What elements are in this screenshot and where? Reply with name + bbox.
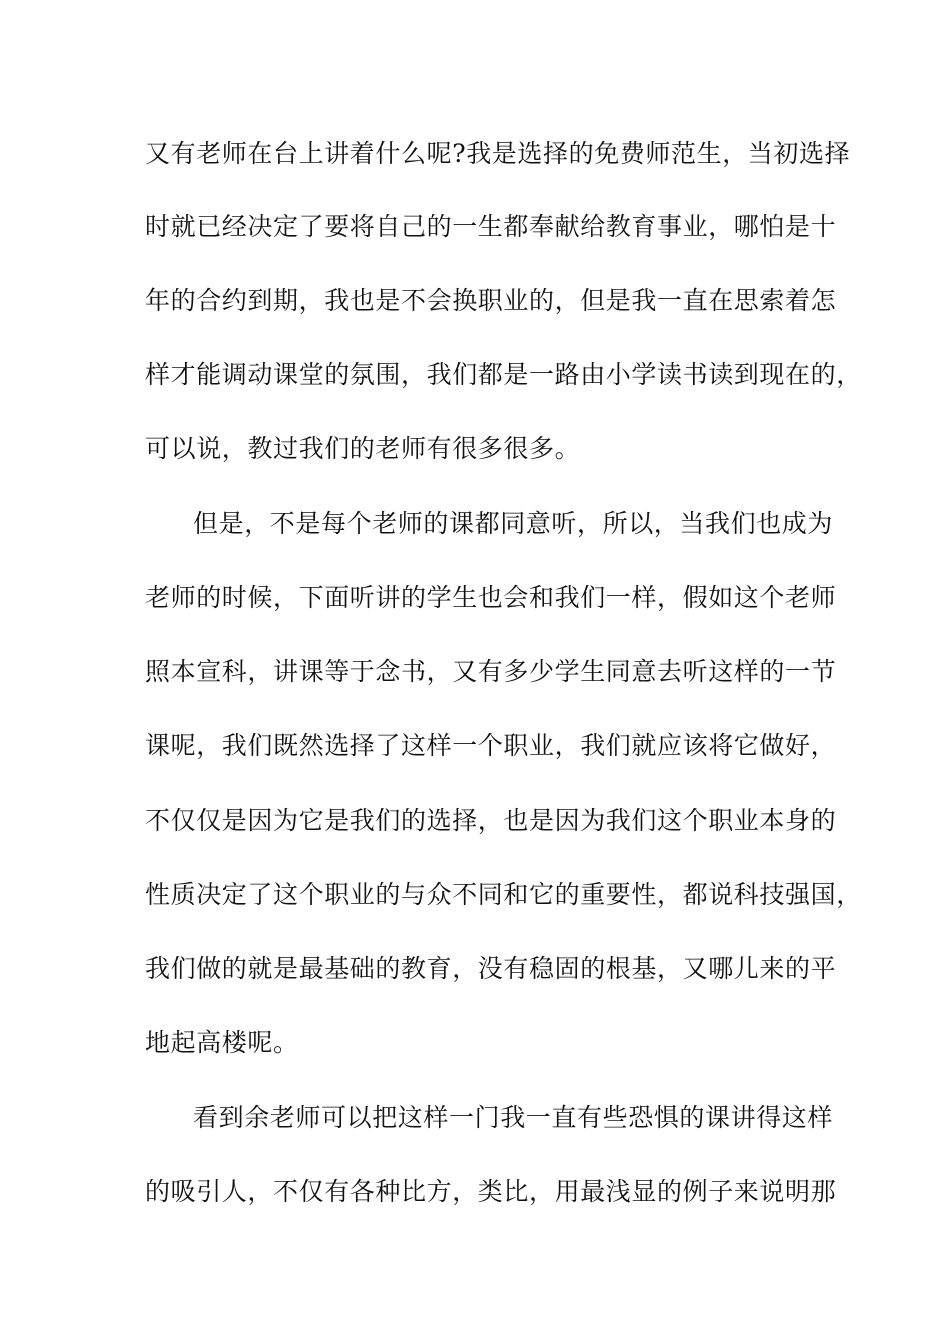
text-line: 的吸引人，不仅有各种比方，类比，用最浅显的例子来说明那 (145, 1177, 837, 1206)
text-line: 老师的时候，下面听讲的学生也会和我们一样，假如这个老师 (145, 583, 837, 612)
text-line: 地起高楼呢。 (145, 1028, 299, 1057)
text-line: 但是，不是每个老师的课都同意听，所以，当我们也成为 (193, 509, 834, 538)
text-line: 我们做的就是最基础的教育，没有稳固的根基，又哪儿来的平 (145, 954, 837, 983)
text-line: 样才能调动课堂的氛围，我们都是一路由小学读书读到现在的， (145, 360, 862, 389)
text-line: 又有老师在台上讲着什么呢?我是选择的免费师范生，当初选择 (145, 139, 851, 168)
text-line: 可以说，教过我们的老师有很多很多。 (145, 434, 581, 463)
text-line: 不仅仅是因为它是我们的选择，也是因为我们这个职业本身的 (145, 806, 837, 835)
text-line: 照本宣科，讲课等于念书，又有多少学生同意去听这样的一节 (145, 657, 837, 686)
text-line: 课呢，我们既然选择了这样一个职业，我们就应该将它做好， (145, 731, 837, 760)
text-line: 年的合约到期，我也是不会换职业的，但是我一直在思索着怎 (145, 286, 837, 315)
text-line: 看到余老师可以把这样一门我一直有些恐惧的课讲得这样 (193, 1103, 834, 1132)
text-line: 时就已经决定了要将自己的一生都奉献给教育事业，哪怕是十 (145, 212, 837, 241)
text-line: 性质决定了这个职业的与众不同和它的重要性，都说科技强国， (145, 880, 862, 909)
